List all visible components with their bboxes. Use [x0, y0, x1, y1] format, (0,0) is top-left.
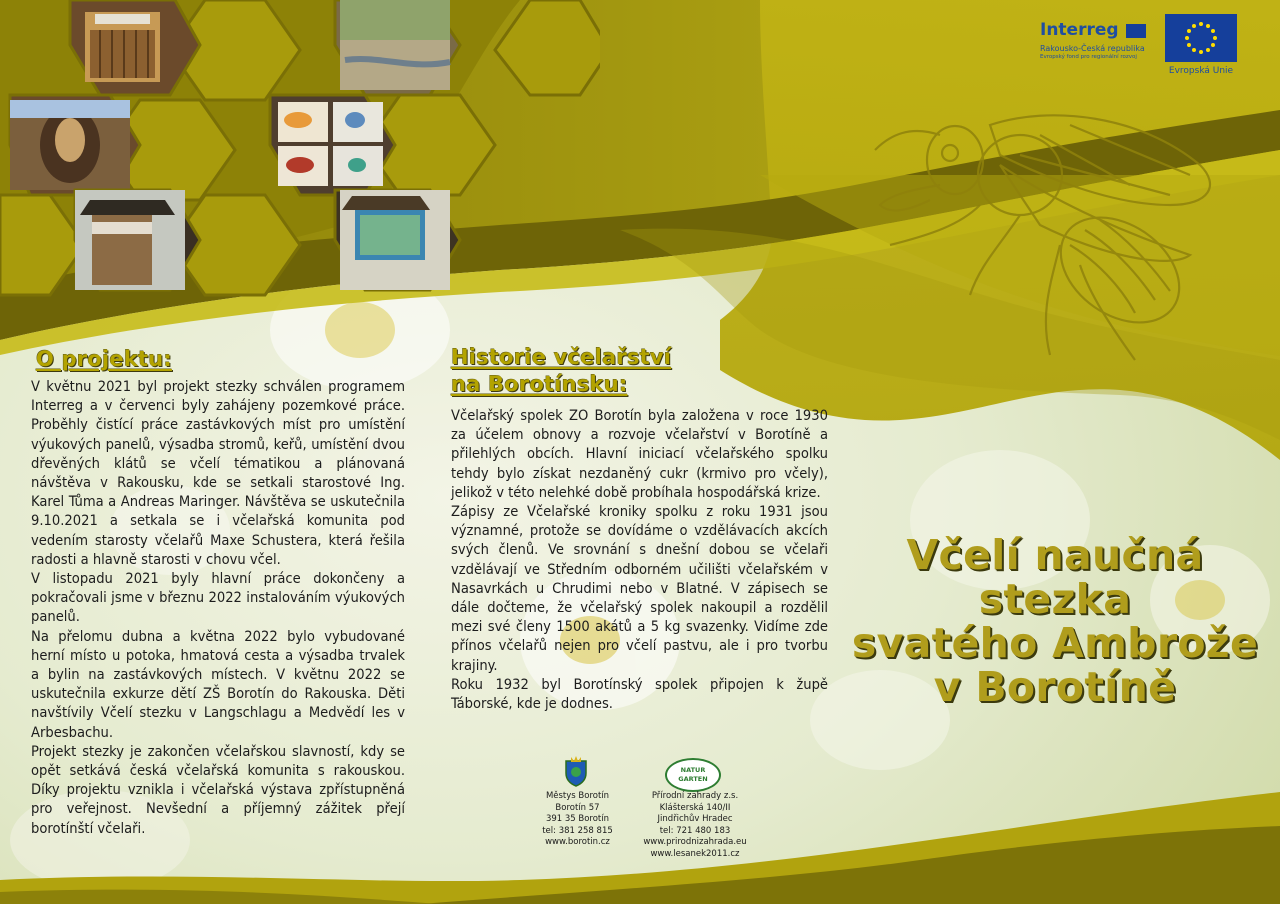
org-naturgarten-name: Přírodní zahrady z.s. [651, 791, 739, 801]
project-section [31, 346, 405, 838]
project-paragraph: V květnu 2021 byl projekt stezky schválen programem Interreg a v červenci byly zahájeny pozemkové práce. Proběhly čistící práce zastávkových míst pro umístění výukových panelů, výsadba stromů, keřů, umístění dvou dřevěných klátů se včelí tématikou a plánovaná návštěva v Rakousku, kde se setkali starostové Ing. Karel Tůma a Andreas Maringer. Návštěva se uskutečnila 9.10.2021 a setkala se i včelařská komunita pod vedením starosty včelařů Maxe Schustera, která řešila radosti a hlavně starosti v chovu včel. [31, 378, 405, 568]
title-line-2: stezka [978, 575, 1132, 623]
brochure-title [850, 533, 1260, 709]
history-section [451, 344, 828, 713]
eu-label: Evropská Unie [1168, 66, 1234, 76]
history-heading [451, 344, 828, 398]
history-heading-line1: Historie včelařství [451, 345, 672, 369]
title-line-4: v Borotíně [933, 663, 1177, 711]
project-heading: O projektu: [36, 347, 172, 371]
org-borotin-city: 391 35 Borotín [545, 814, 610, 825]
org-naturgarten-city: Jindřichův Hradec [657, 814, 733, 825]
stream-photo [335, 0, 460, 95]
history-paragraph: Včelařský spolek ZO Borotín byla založena v roce 1930 za účelem obnovy a rozvoje včelařství v Borotíně a přilehlých obcích. Hlavní iniciací včelařského spolku tehdy bylo získat nezdaněný cukr (krmivo pro včely), jelikož v této nelehké době probíhala hospodářská krize. [451, 407, 828, 501]
insect-hotel-photo [70, 0, 200, 95]
interreg-logo [1040, 20, 1150, 62]
interreg-region: Rakousko-Česká republika [1040, 44, 1145, 53]
naturgarten-logo: NATUR GARTEN [665, 758, 721, 792]
project-paragraph: Projekt stezky je zakončen včelařskou slavností, kdy se opět setkává česká včelařská komunita s rakouskou. Díky projektu vznikla i včelařská výstava zpřístupněná pro veřejnost. Nevšední a příjemný zážitek přejí borotínští včelaři. [31, 742, 405, 837]
history-paragraph: Roku 1932 byl Borotínský spolek připojen k župě Táborské, kde je dodnes. [451, 675, 828, 713]
bee-illustration [870, 95, 1230, 365]
interreg-wordmark: Interreg [1040, 20, 1119, 40]
org-naturgarten-web2: www.lesanek2011.cz [650, 848, 740, 859]
interreg-fund: Evropský fond pro regionální rozvoj [1040, 54, 1137, 60]
photo-honeycomb [0, 0, 600, 300]
org-naturgarten [630, 791, 760, 861]
project-paragraph: Na přelomu dubna a května 2022 bylo vybudované herní místo u potoka, hmatová cesta a výsadba trvalek a bylin na zastávkových místech. V květnu 2022 se uskutečnila exkurze dětí ZŠ Borotín do Rakouska. Děti navštívily Včelí stezku v Langschlagu a Medvědí les v Arbesbachu. [31, 627, 405, 741]
org-borotin-web: www.borotin.cz [545, 837, 610, 848]
eu-mini-flag-icon [1126, 24, 1146, 38]
info-panel-photo [335, 190, 460, 290]
history-paragraph: Zápisy ze Včelařské kroniky spolku z roku 1931 jsou významné, protože se dovídáme o vzdělávacích akcích svých členů. Ve srovnání s dnešní dobou se včelaři vzdělávají ve Středním odborném učilišti včelařském v Nasavrkách u Chrudimi nebo v Blatné. V zápisech se dále dočteme, že včelařský spolek nakoupil a rozdělil mezi své členy 1500 akátů a 5 kg svazenky. Vidíme zde přínos včelařů nejen pro včelí pastvu, ale i pro tvorbu krajiny. [451, 503, 828, 674]
history-heading-line2: na Borotínsku: [451, 372, 628, 396]
org-borotin [525, 791, 630, 849]
title-line-1: Včelí naučná [906, 531, 1204, 579]
project-paragraph: V listopadu 2021 byly hlavní práce dokončeny a pokračovali jsme v březnu 2022 instalováním výukových panelů. [31, 570, 405, 626]
borotin-crest-icon [563, 755, 589, 787]
tree-log-photo [10, 95, 140, 195]
org-borotin-name: Městys Borotín [545, 791, 610, 801]
wooden-shelter-photo [75, 190, 200, 290]
org-naturgarten-phone: tel: 721 480 183 [659, 825, 731, 836]
eu-flag-icon [1165, 14, 1237, 62]
org-borotin-phone: tel: 381 258 815 [542, 825, 613, 836]
title-line-3: svatého Ambrože [851, 619, 1259, 667]
org-naturgarten-street: Klášterská 140/II [659, 802, 731, 813]
butterfly-panels-photo [270, 95, 395, 195]
org-borotin-street: Borotín 57 [555, 802, 600, 813]
org-naturgarten-web1: www.prirodnizahrada.eu [643, 837, 747, 848]
